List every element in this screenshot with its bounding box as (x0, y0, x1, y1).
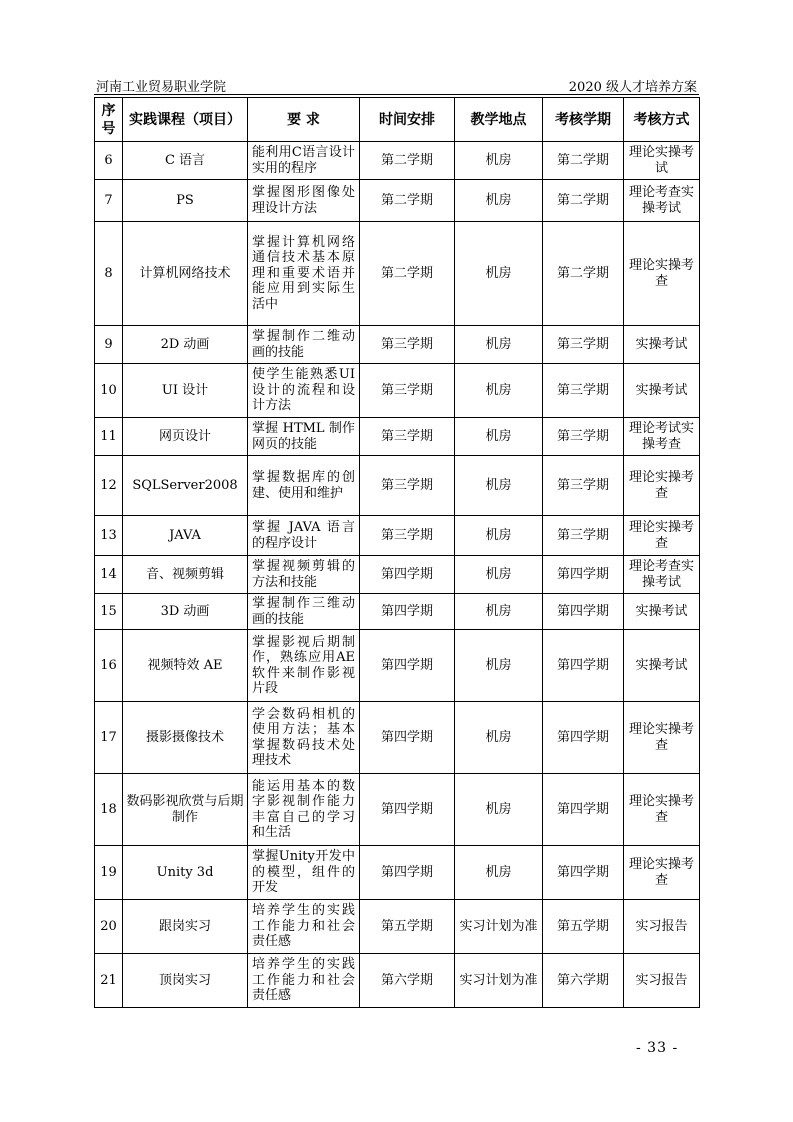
cell-number: 10 (95, 364, 123, 418)
cell-number: 13 (95, 516, 123, 556)
table-row (95, 556, 700, 594)
cell-time: 第三学期 (360, 456, 455, 516)
cell-place: 机房 (455, 846, 543, 900)
table-row (95, 846, 700, 900)
cell-term: 第三学期 (543, 516, 624, 556)
cell-term: 第六学期 (543, 954, 624, 1008)
cell-method: 实操考试 (624, 326, 700, 364)
cell-time: 第三学期 (360, 418, 455, 456)
cell-number: 7 (95, 180, 123, 222)
cell-course: JAVA (123, 516, 248, 556)
cell-time: 第四学期 (360, 774, 455, 846)
cell-time: 第四学期 (360, 846, 455, 900)
cell-term: 第三学期 (543, 418, 624, 456)
cell-method: 实操考试 (624, 364, 700, 418)
cell-number: 16 (95, 630, 123, 702)
cell-term: 第三学期 (543, 364, 624, 418)
cell-place: 机房 (455, 630, 543, 702)
cell-course: Unity 3d (123, 846, 248, 900)
table-row (95, 456, 700, 516)
cell-requirement: 使学生能熟悉UI 设计的流程和设计方法 (248, 364, 360, 418)
cell-place: 机房 (455, 418, 543, 456)
cell-course: 3D 动画 (123, 594, 248, 630)
table-row (95, 774, 700, 846)
cell-requirement: 能利用C语言设计实用的程序 (248, 142, 360, 180)
cell-time: 第二学期 (360, 180, 455, 222)
header-school-name: 河南工业贸易职业学院 (96, 80, 227, 95)
cell-number: 20 (95, 900, 123, 954)
table-row (95, 222, 700, 326)
table-row (95, 702, 700, 774)
cell-course: 数码影视欣赏与后期制作 (123, 774, 248, 846)
cell-requirement: 掌握数据库的创建、使用和维护 (248, 456, 360, 516)
cell-number: 15 (95, 594, 123, 630)
cell-course: 计算机网络技术 (123, 222, 248, 326)
col-header-time: 时间安排 (360, 98, 455, 142)
cell-course: SQLServer2008 (123, 456, 248, 516)
cell-method: 理论考查实操考试 (624, 556, 700, 594)
cell-time: 第五学期 (360, 900, 455, 954)
cell-requirement: 掌握制作三维动画的技能 (248, 594, 360, 630)
cell-time: 第四学期 (360, 630, 455, 702)
cell-number: 19 (95, 846, 123, 900)
header-rule (94, 94, 699, 95)
cell-course: 顶岗实习 (123, 954, 248, 1008)
cell-course: UI 设计 (123, 364, 248, 418)
cell-term: 第四学期 (543, 702, 624, 774)
col-header-term: 考核学期 (543, 98, 624, 142)
cell-place: 机房 (455, 222, 543, 326)
cell-requirement: 掌握 HTML 制作网页的技能 (248, 418, 360, 456)
cell-course: 音、视频剪辑 (123, 556, 248, 594)
cell-place: 实习计划为准 (455, 954, 543, 1008)
cell-time: 第四学期 (360, 702, 455, 774)
col-header-method: 考核方式 (624, 98, 700, 142)
cell-requirement: 能运用基本的数字影视制作能力丰富自己的学习和生活 (248, 774, 360, 846)
cell-course: 摄影摄像技术 (123, 702, 248, 774)
cell-number: 12 (95, 456, 123, 516)
cell-time: 第二学期 (360, 222, 455, 326)
cell-term: 第二学期 (543, 142, 624, 180)
cell-method: 实习报告 (624, 954, 700, 1008)
cell-requirement: 掌握影视后期制作，熟练应用AE 软件来制作影视片段 (248, 630, 360, 702)
cell-course: PS (123, 180, 248, 222)
cell-course: 视频特效 AE (123, 630, 248, 702)
cell-method: 理论实操考查 (624, 516, 700, 556)
col-header-number: 序号 (95, 98, 123, 142)
cell-time: 第三学期 (360, 516, 455, 556)
cell-term: 第四学期 (543, 846, 624, 900)
cell-time: 第三学期 (360, 364, 455, 418)
cell-requirement: 掌握 JAVA 语言的程序设计 (248, 516, 360, 556)
cell-method: 理论实操考查 (624, 702, 700, 774)
cell-number: 21 (95, 954, 123, 1008)
cell-course: 跟岗实习 (123, 900, 248, 954)
table-row (95, 142, 700, 180)
cell-number: 6 (95, 142, 123, 180)
cell-requirement: 培养学生的实践工作能力和社会责任感 (248, 900, 360, 954)
cell-requirement: 掌握制作二维动画的技能 (248, 326, 360, 364)
cell-method: 理论考查实操考试 (624, 180, 700, 222)
table-row (95, 630, 700, 702)
table-row (95, 900, 700, 954)
cell-method: 实习报告 (624, 900, 700, 954)
cell-place: 机房 (455, 594, 543, 630)
table-row (95, 364, 700, 418)
cell-number: 18 (95, 774, 123, 846)
cell-time: 第二学期 (360, 142, 455, 180)
cell-term: 第四学期 (543, 774, 624, 846)
cell-term: 第四学期 (543, 630, 624, 702)
cell-method: 理论实操考查 (624, 456, 700, 516)
cell-number: 8 (95, 222, 123, 326)
table-row (95, 326, 700, 364)
col-header-requirement: 要 求 (248, 98, 360, 142)
cell-place: 机房 (455, 180, 543, 222)
cell-time: 第六学期 (360, 954, 455, 1008)
col-header-place: 教学地点 (455, 98, 543, 142)
cell-place: 机房 (455, 516, 543, 556)
cell-place: 机房 (455, 326, 543, 364)
cell-term: 第三学期 (543, 456, 624, 516)
cell-term: 第五学期 (543, 900, 624, 954)
cell-place: 机房 (455, 142, 543, 180)
cell-method: 理论考试实操考查 (624, 418, 700, 456)
cell-time: 第四学期 (360, 594, 455, 630)
cell-course: C 语言 (123, 142, 248, 180)
cell-term: 第四学期 (543, 556, 624, 594)
cell-course: 网页设计 (123, 418, 248, 456)
table-header-row (95, 98, 700, 142)
header-document-title: 2020 级人才培养方案 (568, 80, 697, 95)
col-header-course: 实践课程（项目） (123, 98, 248, 142)
cell-requirement: 掌握图形图像处理设计方法 (248, 180, 360, 222)
cell-number: 14 (95, 556, 123, 594)
cell-course: 2D 动画 (123, 326, 248, 364)
cell-place: 机房 (455, 556, 543, 594)
cell-term: 第四学期 (543, 594, 624, 630)
page-number: - 33 - (636, 1040, 679, 1056)
cell-requirement: 掌握视频剪辑的方法和技能 (248, 556, 360, 594)
cell-place: 实习计划为准 (455, 900, 543, 954)
table-body (95, 142, 700, 1008)
cell-method: 实操考试 (624, 630, 700, 702)
cell-requirement: 学会数码相机的使用方法；基本掌握数码技术处理技术 (248, 702, 360, 774)
cell-number: 9 (95, 326, 123, 364)
cell-requirement: 掌握Unity开发中的模型，组件的开发 (248, 846, 360, 900)
cell-term: 第二学期 (543, 222, 624, 326)
cell-method: 实操考试 (624, 594, 700, 630)
cell-place: 机房 (455, 702, 543, 774)
cell-requirement: 培养学生的实践工作能力和社会责任感 (248, 954, 360, 1008)
cell-time: 第三学期 (360, 326, 455, 364)
cell-term: 第二学期 (543, 180, 624, 222)
table-row (95, 516, 700, 556)
cell-time: 第四学期 (360, 556, 455, 594)
cell-place: 机房 (455, 774, 543, 846)
cell-place: 机房 (455, 364, 543, 418)
table-row (95, 180, 700, 222)
cell-requirement: 掌握计算机网络通信技术基本原理和重要术语并能应用到实际生活中 (248, 222, 360, 326)
cell-method: 理论实操考试 (624, 142, 700, 180)
table-row (95, 594, 700, 630)
cell-method: 理论实操考查 (624, 774, 700, 846)
cell-number: 17 (95, 702, 123, 774)
cell-place: 机房 (455, 456, 543, 516)
cell-term: 第三学期 (543, 326, 624, 364)
table-row (95, 418, 700, 456)
practice-course-table (94, 97, 700, 1008)
table-row (95, 954, 700, 1008)
cell-number: 11 (95, 418, 123, 456)
cell-method: 理论实操考查 (624, 846, 700, 900)
cell-method: 理论实操考查 (624, 222, 700, 326)
